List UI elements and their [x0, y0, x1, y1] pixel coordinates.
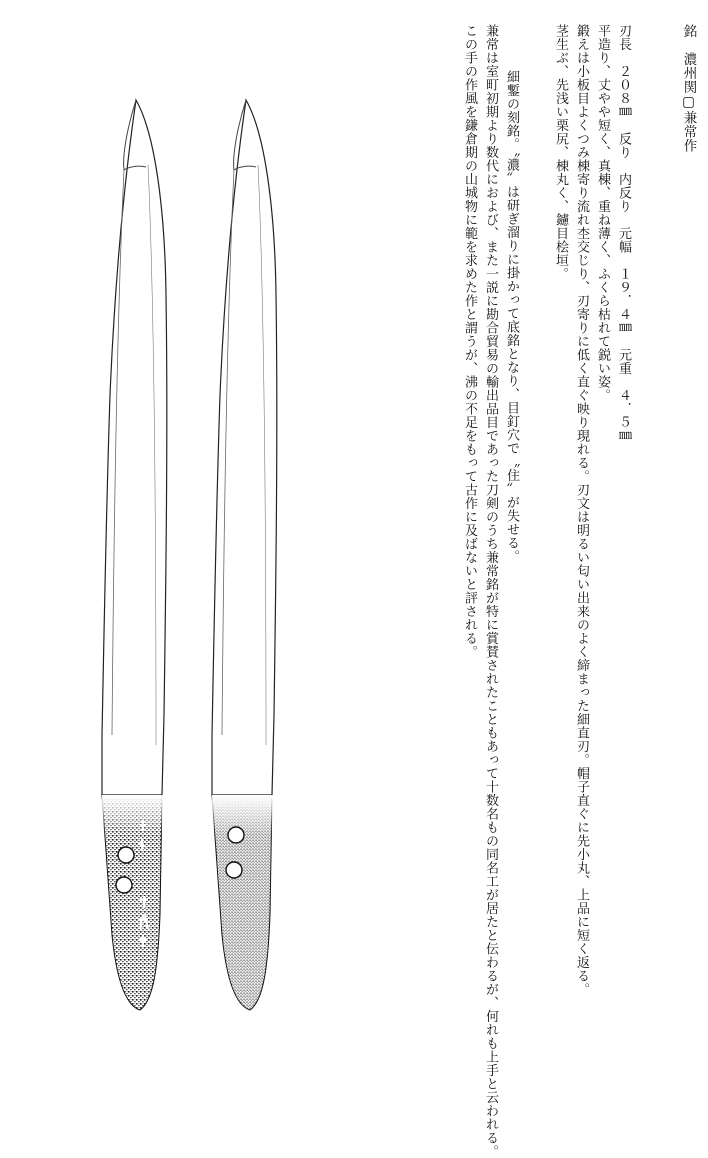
shape-description: 平造り、丈やや短く、真棟、重ね薄く、ふくら枯れて鋭い姿。 [595, 24, 610, 402]
commentary-paragraph-2: 兼常は室町初期より数代におよび、また一説に勘合貿易の輸出品目であった刀剣のうち兼常銘が特に賞賛されたこともあって十数名もの同名工が居たと伝わるが、何れも上手と云われる。 [483, 24, 498, 1158]
commentary-paragraph-3: この手の作風を鎌倉期の山城物に範を求めた作と謂うが、沸の不足をもって古作に及ばないと評される。 [462, 24, 477, 659]
forging-description: 鍛えは小板目よくつみ棟寄り流れ杢交じり、刃寄りに低く直ぐ映り現れる。刃文は明るい匂い出来のよく締まった細直刃。帽子直ぐに先小丸、上品に短く返る。 [574, 24, 589, 996]
tang-description: 茎生ぶ、先浅い栗尻、棟丸く、鑢目桧垣。 [553, 24, 568, 281]
commentary-paragraph-1: 細鏨の刻銘。〝濃〟は研ぎ溜りに掛かって底銘となり、目釘穴で〝住〟が失せる。 [504, 70, 519, 563]
right-blade [212, 100, 277, 1010]
blade-oshigata-illustration [88, 95, 298, 1015]
left-blade [102, 100, 167, 1010]
signature-heading: 銘 濃州関▢兼常作 [680, 24, 697, 153]
dimensions-line: 刃長 ２０８㎜ 反り 内反り 元幅 １９．４㎜ 元重 ４．５㎜ [616, 24, 631, 443]
